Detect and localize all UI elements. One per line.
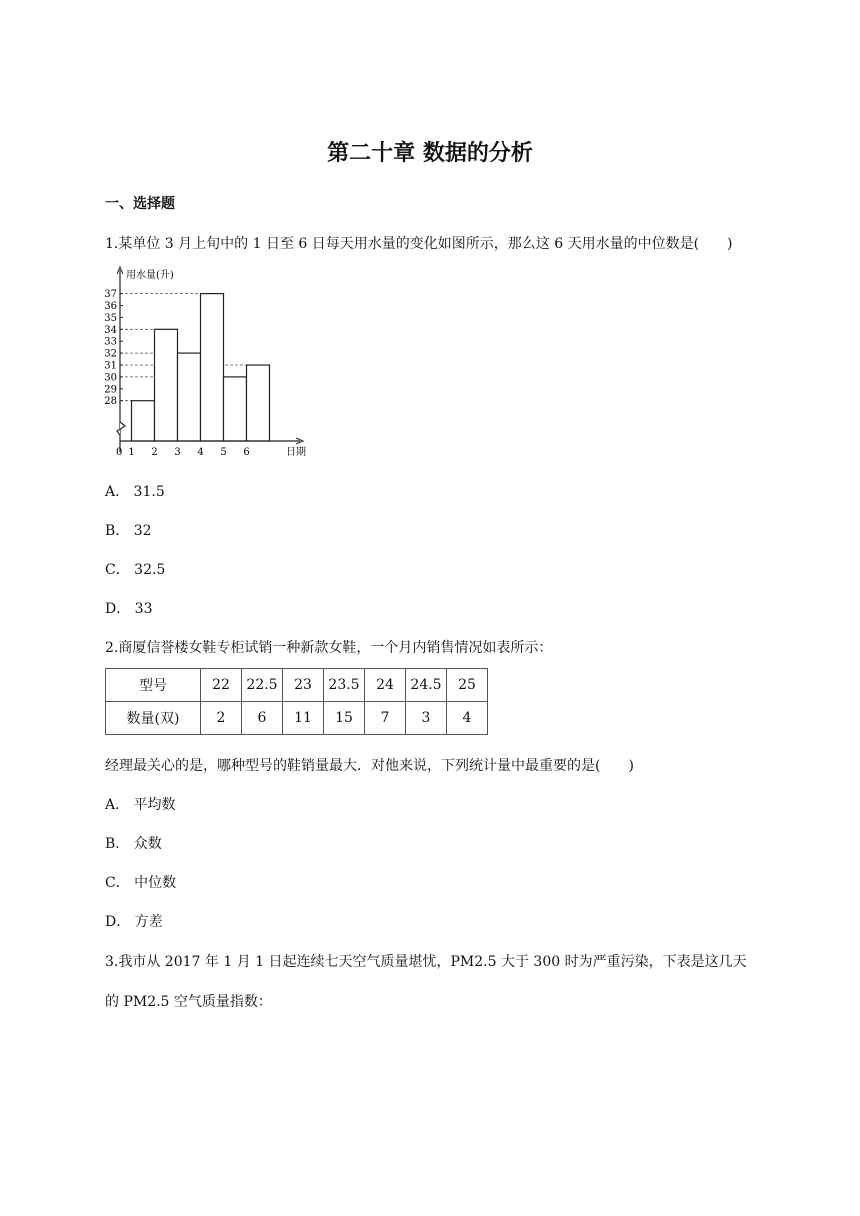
y-tick-label: 29	[104, 384, 117, 396]
row-header-size: 型号	[106, 669, 201, 702]
bar	[155, 329, 178, 441]
x-tick-label: 2	[151, 447, 158, 458]
y-tick-label: 31	[104, 360, 117, 372]
chart-bars	[132, 294, 270, 441]
table-row	[106, 669, 488, 702]
bar	[132, 401, 155, 441]
y-tick-label: 37	[104, 289, 117, 301]
q2-option-b: B． 众数	[105, 836, 162, 852]
q1-option-b: B． 32	[105, 523, 152, 539]
count-cell: 11	[283, 702, 324, 735]
count-cell: 7	[365, 702, 406, 735]
origin-label: 0	[116, 447, 123, 458]
count-cell: 6	[242, 702, 283, 735]
y-tick-label: 36	[104, 301, 117, 312]
x-axis-label: 日期	[286, 447, 306, 458]
q2-option-a: A． 平均数	[105, 797, 176, 813]
question-1-text: 1.某单位 3 月上旬中的 1 日至 6 日每天用水量的变化如图所示，那么这 6 天用水量的中位数是( )	[105, 236, 733, 252]
question-2-prompt: 经理最关心的是，哪种型号的鞋销量最大．对他来说，下列统计量中最重要的是( )	[105, 758, 634, 774]
row-header-count: 数量(双)	[106, 702, 201, 735]
x-tick-label: 4	[197, 447, 204, 458]
bar	[201, 294, 224, 441]
y-tick-label: 34	[104, 324, 117, 336]
q1-option-c: C． 32.5	[105, 562, 166, 578]
size-cell: 23.5	[324, 669, 365, 702]
x-tick-label: 1	[128, 447, 135, 458]
size-cell: 22	[201, 669, 242, 702]
bar	[178, 353, 201, 441]
count-cell: 15	[324, 702, 365, 735]
bar	[247, 365, 270, 441]
axis-break-symbol	[117, 422, 125, 435]
size-cell: 25	[447, 669, 488, 702]
y-axis-label: 用水量(升)	[126, 270, 174, 281]
x-tick-label: 3	[174, 447, 181, 458]
x-tick-label: 6	[243, 447, 250, 458]
question-2-text: 2.商厦信誉楼女鞋专柜试销一种新款女鞋，一个月内销售情况如表所示：	[105, 640, 553, 656]
q1-option-a: A． 31.5	[105, 484, 165, 500]
count-cell: 2	[201, 702, 242, 735]
q1-option-d: D． 33	[105, 601, 153, 617]
size-cell: 22.5	[242, 669, 283, 702]
count-cell: 3	[406, 702, 447, 735]
size-cell: 24	[365, 669, 406, 702]
shoe-sales-table	[105, 668, 488, 735]
q2-option-c: C． 中位数	[105, 875, 177, 891]
y-tick-label: 28	[104, 396, 117, 408]
y-tick-label: 33	[104, 336, 117, 348]
size-cell: 24.5	[406, 669, 447, 702]
page-title: 第二十章 数据的分析	[327, 141, 533, 166]
bar	[224, 377, 247, 441]
count-cell: 4	[447, 702, 488, 735]
q2-option-d: D． 方差	[105, 914, 163, 930]
x-tick-label: 5	[220, 447, 227, 458]
question-3-text-line2: 的 PM2.5 空气质量指数：	[105, 994, 272, 1010]
section-heading: 一、选择题	[105, 196, 175, 212]
x-tick-labels	[128, 447, 249, 458]
question-3-text-line1: 3.我市从 2017 年 1 月 1 日起连续七天空气质量堪忧，PM2.5 大于 300 时为严重污染，下表是这几天	[105, 954, 747, 970]
table-row	[106, 702, 488, 735]
water-usage-chart	[100, 264, 320, 464]
size-cell: 23	[283, 669, 324, 702]
y-tick-label: 32	[104, 348, 117, 360]
y-tick-label: 30	[104, 372, 117, 384]
y-tick-label: 35	[104, 312, 117, 324]
